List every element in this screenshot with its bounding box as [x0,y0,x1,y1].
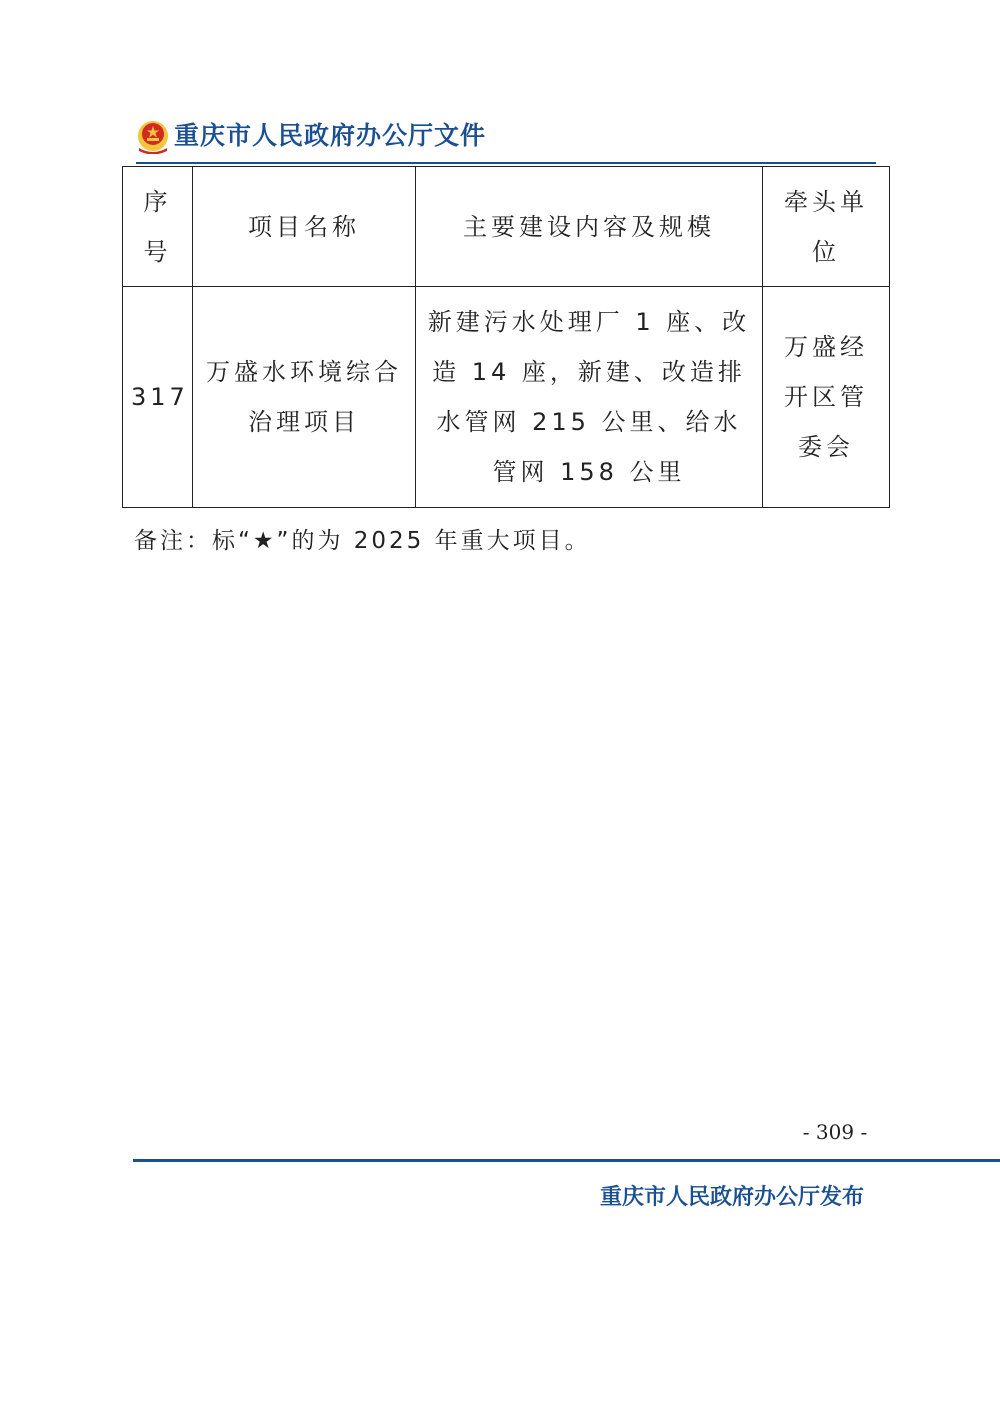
column-header-name: 项目名称 [193,167,416,287]
footer-divider [133,1159,1000,1162]
project-table [122,166,890,508]
cell-no: 317 [123,287,193,508]
table-row [123,287,890,508]
column-header-unit: 牵头单位 [763,167,890,287]
national-emblem-icon [136,114,170,154]
cell-name: 万盛水环境综合治理项目 [193,287,416,508]
cell-content: 新建污水处理厂 1 座、改造 14 座，新建、改造排水管网 215 公里、给水管网 158 公里 [416,287,763,508]
column-header-content: 主要建设内容及规模 [416,167,763,287]
header-divider [136,162,876,164]
footer-publisher: 重庆市人民政府办公厅发布 [599,1184,864,1210]
table-header-row [123,167,890,287]
document-header [136,112,486,156]
table-note: 备注：标“★”的为 2025 年重大项目。 [134,528,591,554]
column-header-no: 序号 [123,167,193,287]
page-number: - 309 - [802,1120,868,1144]
header-title: 重庆市人民政府办公厅文件 [174,121,487,150]
cell-unit: 万盛经开区管委会 [763,287,890,508]
